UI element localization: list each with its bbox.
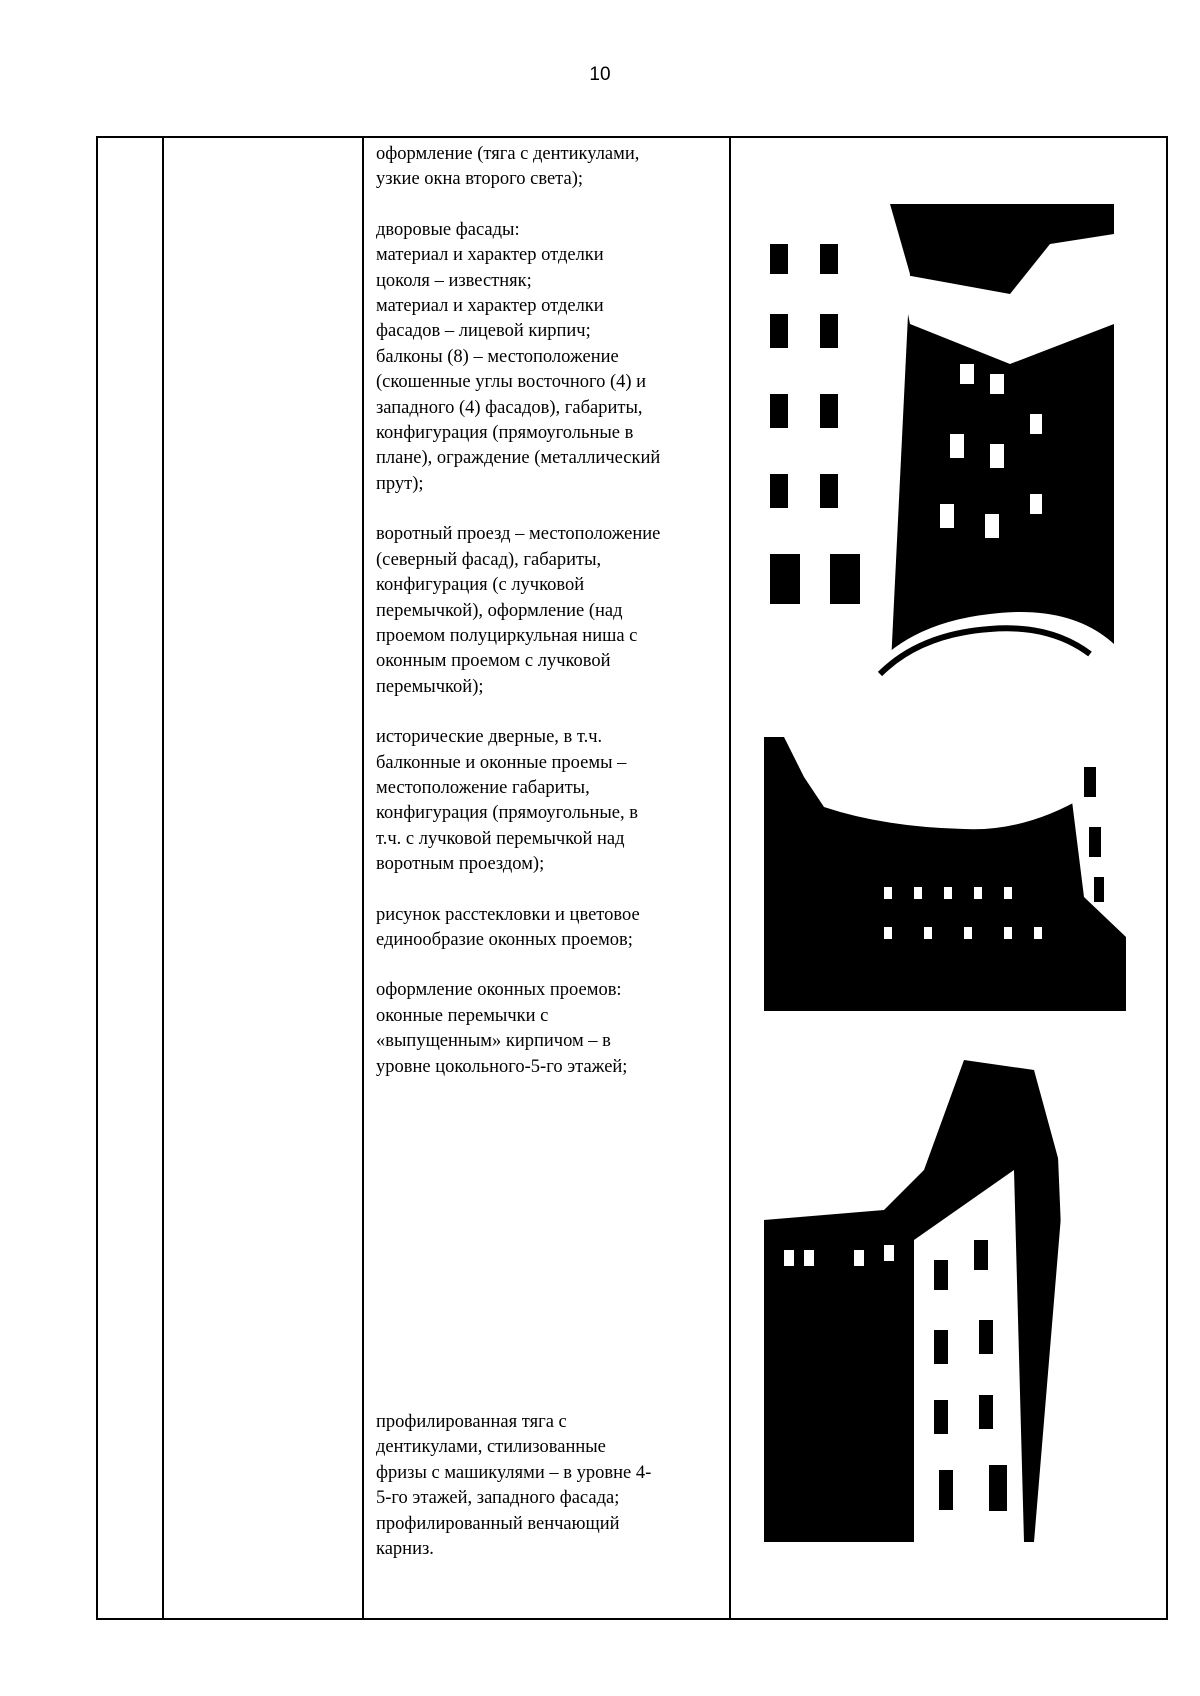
courtyard-well-photo [764, 737, 1126, 1011]
photo-icon [764, 737, 1126, 1011]
text-block-gate-passage: воротный проезд – местоположение (северный фасад), габариты, конфигурация (с лучковой перемычкой), оформление (над проемом полуциркульная ниша с оконным проемом с лучковой перемычкой); [376, 524, 661, 697]
text-block-ornament: оформление (тяга с дентикулами, узкие окна второго света); [376, 144, 640, 190]
heritage-table [96, 136, 1168, 1620]
text-block-cornice: профилированная тяга с дентикулами, стилизованные фризы с машикулями – в уровне 4- 5-го этажей, западного фасада; профилированный венчающий карниз. [376, 1412, 652, 1560]
photo-icon [764, 1060, 1126, 1542]
column-divider-2 [362, 138, 364, 1618]
column-divider-3 [729, 138, 731, 1618]
text-block-window-decor: оформление оконных проемов: оконные перемычки с «выпущенным» кирпичом – в уровне цокольного-5-го этажей; [376, 980, 628, 1077]
photo-icon [750, 204, 1114, 684]
text-block-openings: исторические дверные, в т.ч. балконные и оконные проемы – местоположение габариты, конфигурация (прямоугольные, в т.ч. с лучковой перемычкой над воротным проездом); [376, 727, 638, 875]
description-column [376, 142, 718, 1562]
facade-corner-photo [764, 1060, 1126, 1542]
column-divider-1 [162, 138, 164, 1618]
page-number: 10 [589, 64, 611, 85]
text-block-glazing: рисунок расстекловки и цветовое единообразие оконных проемов; [376, 904, 640, 950]
text-block-courtyard-facades: дворовые фасады: материал и характер отделки цоколя – известняк; материал и характер отделки фасадов – лицевой кирпич; балконы (8) – местоположение (скошенные углы восточного (4) и западного (4) фасадов), габариты, конфигурация (прямоугольные в плане), ограждение (металлический прут); [376, 219, 661, 494]
courtyard-corner-photo [750, 204, 1114, 684]
